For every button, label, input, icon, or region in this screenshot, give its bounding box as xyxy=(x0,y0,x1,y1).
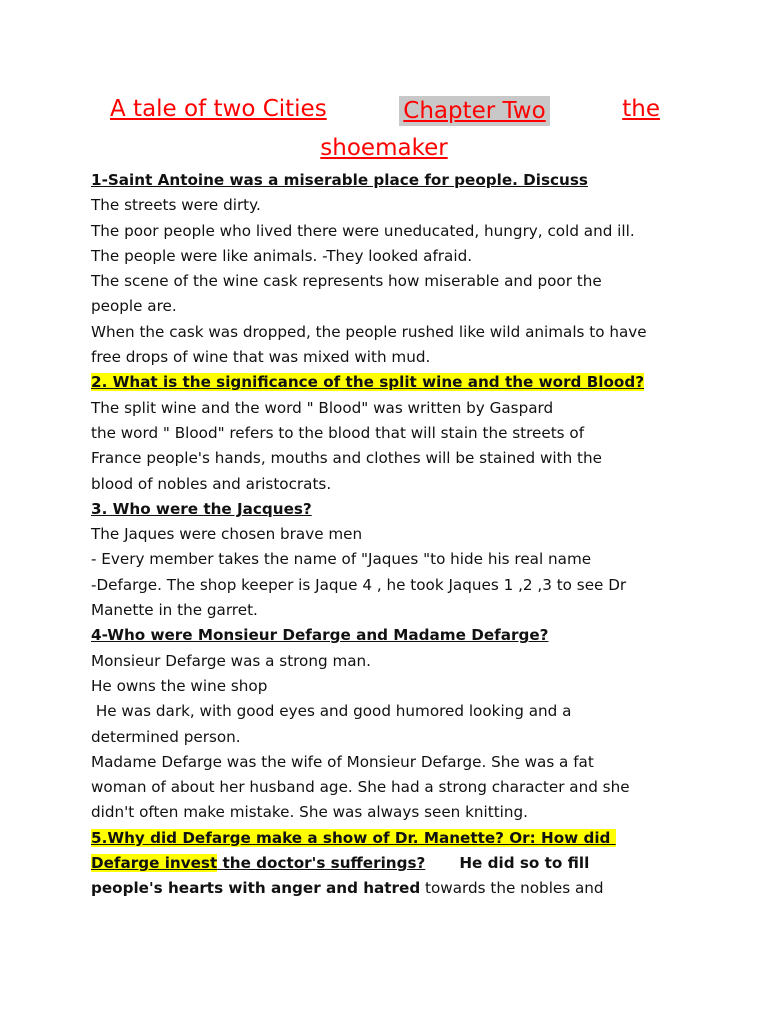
title-shoemaker: shoemaker xyxy=(320,135,448,161)
question-4: 4-Who were Monsieur Defarge and Madame Defarge? xyxy=(91,626,549,645)
answer-line: He was dark, with good eyes and good humored looking and a xyxy=(91,702,572,721)
answer-line: The scene of the wine cask represents how miserable and poor the xyxy=(91,272,602,291)
question-5-text-2: the doctor's sufferings? xyxy=(217,854,426,873)
title-book: A tale of two Cities xyxy=(110,96,327,122)
question-5-highlight: Defarge invest xyxy=(91,854,218,873)
answer-line: didn't often make mistake. She was always seen knitting. xyxy=(91,803,528,822)
title-line-1 xyxy=(110,96,660,126)
question-2 xyxy=(91,370,691,395)
answer-line: woman of about her husband age. She had a strong character and she xyxy=(91,778,630,797)
answer-line: The people were like animals. -They looked afraid. xyxy=(91,246,473,265)
title-the: the xyxy=(622,96,660,122)
answer-line: France people's hands, mouths and clothes will be stained with the xyxy=(91,449,602,468)
answer-line: people are. xyxy=(91,297,177,316)
answer-line: The streets were dirty. xyxy=(91,196,261,215)
answer-line: - Every member takes the name of "Jaques "to hide his real name xyxy=(91,550,592,569)
answer-line: determined person. xyxy=(91,727,241,746)
question-3: 3. Who were the Jacques? xyxy=(91,499,312,518)
answer-line: The Jaques were chosen brave men xyxy=(91,525,363,544)
answer-line: The poor people who lived there were uneducated, hungry, cold and ill. xyxy=(91,221,635,240)
answer-5-line xyxy=(91,876,691,901)
answer-line: free drops of wine that was mixed with mud. xyxy=(91,348,431,367)
answer-line: the word " Blood" refers to the blood that will stain the streets of xyxy=(91,423,585,442)
answer-5-bold-1: He did so to fill xyxy=(459,854,590,873)
answer-line: Manette in the garret. xyxy=(91,601,258,620)
answer-line: Monsieur Defarge was a strong man. xyxy=(91,651,371,670)
answer-5-bold-2: people's hearts with anger and hatred xyxy=(91,879,421,898)
title-chapter: Chapter Two xyxy=(399,96,549,126)
question-5-line-1 xyxy=(91,826,691,851)
question-5-line-2 xyxy=(91,851,691,876)
question-5-text-1: 5.Why did Defarge make a show of Dr. Manette? Or: How did xyxy=(91,828,616,847)
answer-line: Madame Defarge was the wife of Monsieur Defarge. She was a fat xyxy=(91,752,594,771)
question-1: 1-Saint Antoine was a miserable place for people. Discuss xyxy=(91,171,588,189)
answer-line: He owns the wine shop xyxy=(91,676,268,695)
title-line-2 xyxy=(0,135,768,161)
question-2-text: 2. What is the significance of the split wine and the word Blood? xyxy=(91,373,645,392)
answer-line: blood of nobles and aristocrats. xyxy=(91,474,332,493)
document-body xyxy=(91,168,691,902)
answer-5-plain: towards the nobles and xyxy=(420,879,604,898)
answer-line: The split wine and the word " Blood" was written by Gaspard xyxy=(91,398,554,417)
answer-line: -Defarge. The shop keeper is Jaque 4 , he took Jaques 1 ,2 ,3 to see Dr xyxy=(91,575,627,594)
answer-line: When the cask was dropped, the people rushed like wild animals to have xyxy=(91,322,647,341)
